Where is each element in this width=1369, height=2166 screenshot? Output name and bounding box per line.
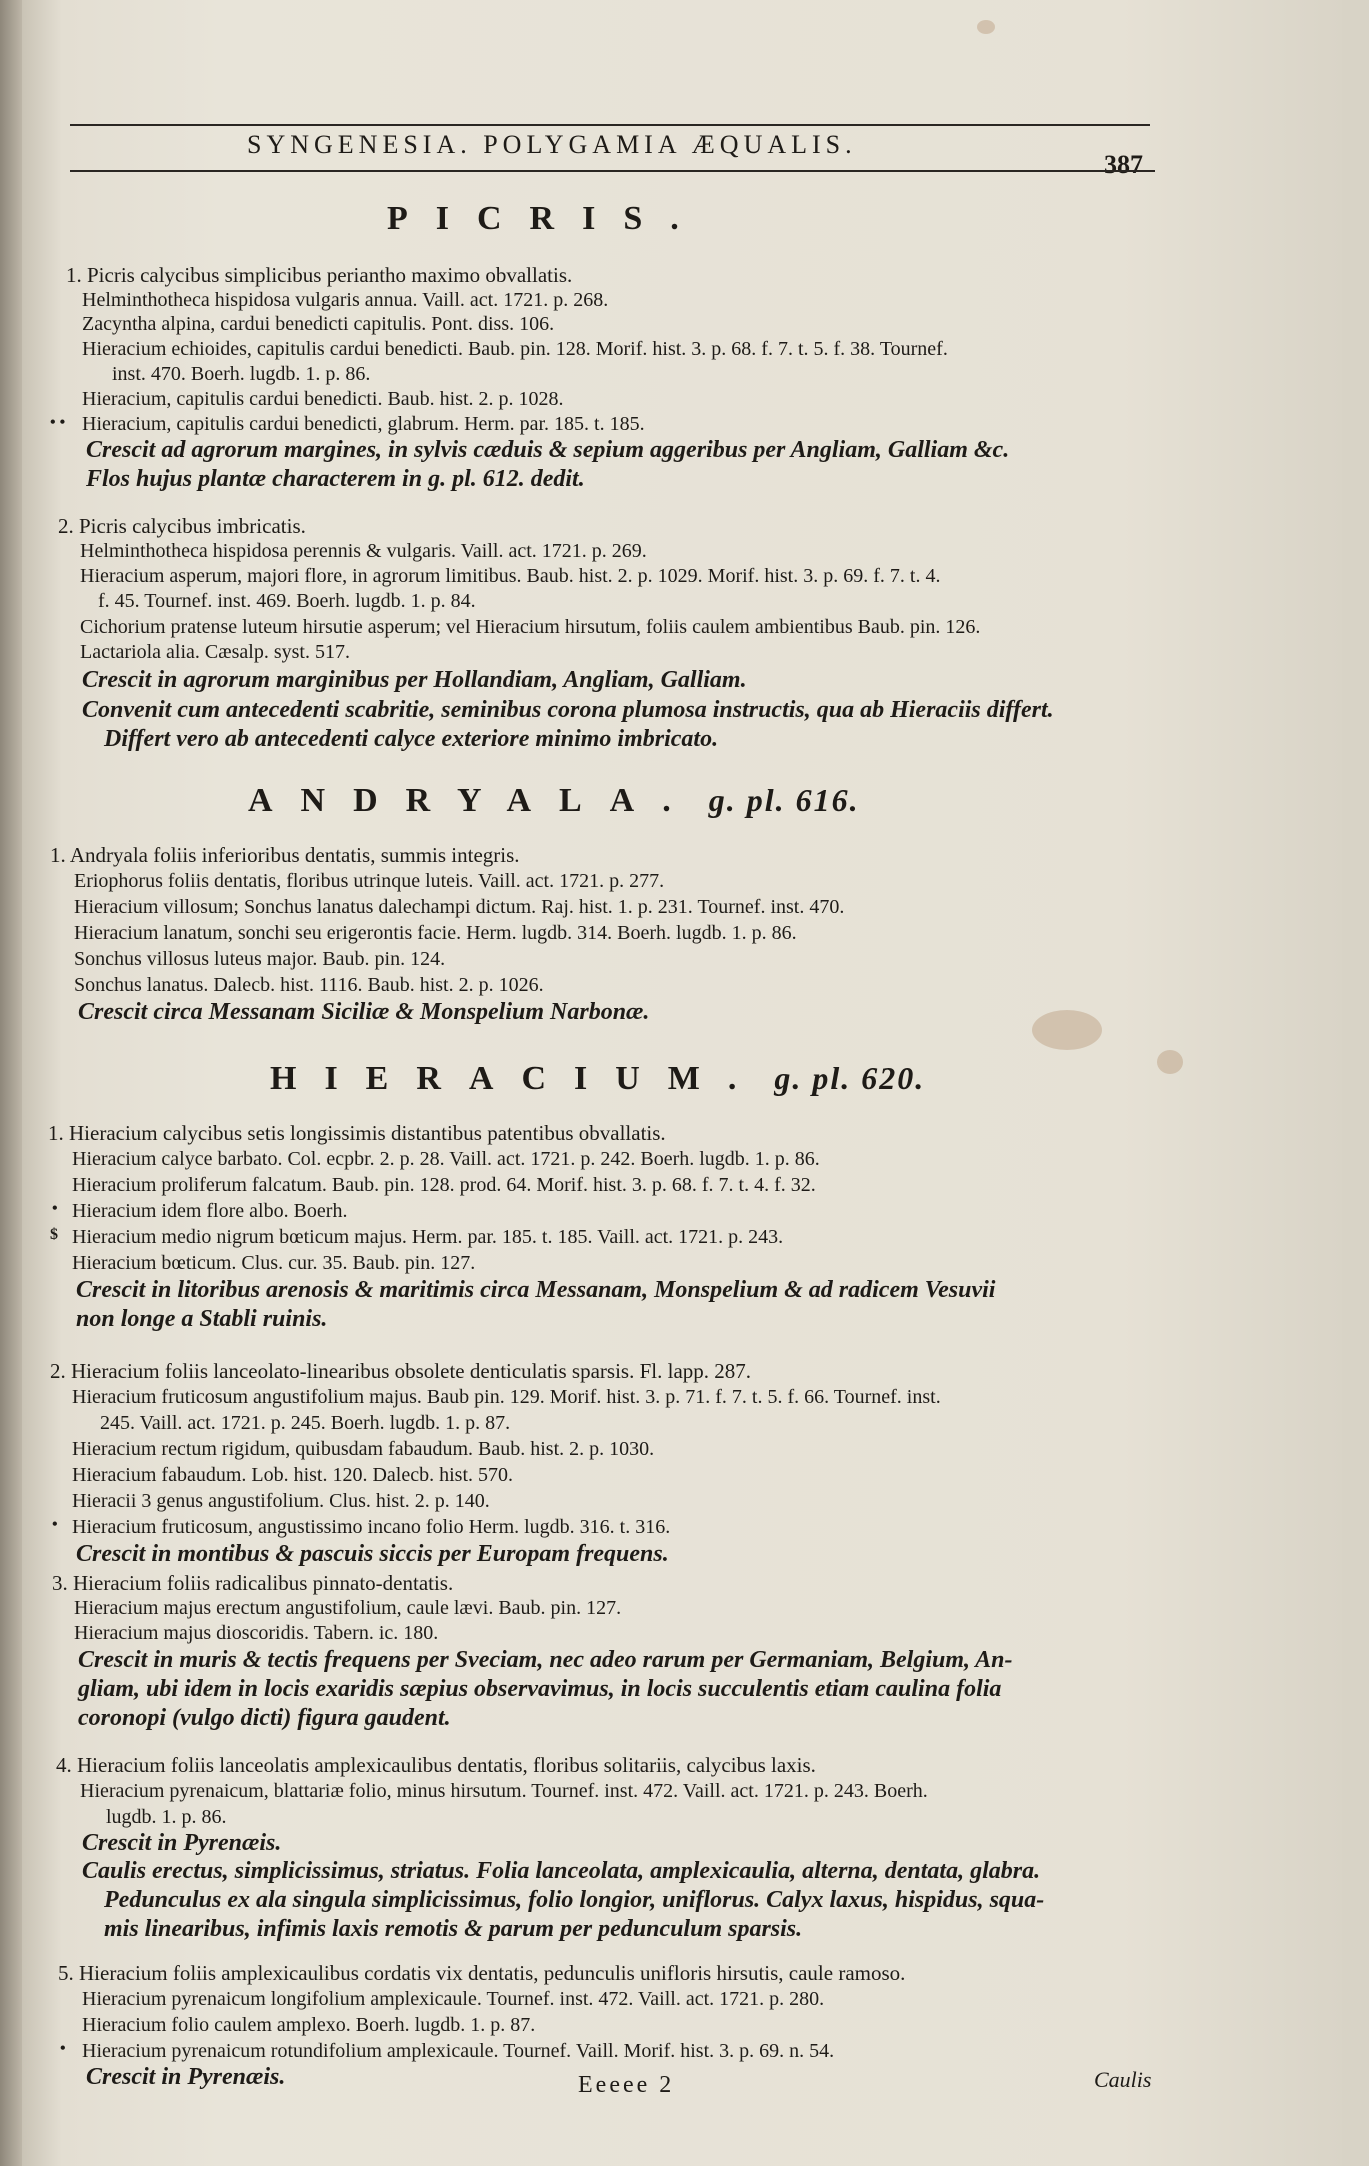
synonym-line: Helminthotheca hispidosa perennis & vulgaris. Vaill. act. 1721. p. 269.: [80, 540, 647, 562]
habitat-note: non longe a Stabli ruinis.: [76, 1306, 328, 1332]
synonym-line: Hieracium fabaudum. Lob. hist. 120. Dalecb. hist. 570.: [72, 1464, 514, 1486]
genus-name: ANDRYALA.: [248, 782, 699, 819]
description-note: Pedunculus ex ala singula simplicissimus, folio longior, uniflorus. Calyx laxus, hispidus, squa-: [104, 1887, 1045, 1913]
genus-heading-picris: [387, 200, 717, 238]
synonym-line: f. 45. Tournef. inst. 469. Boerh. lugdb. 1. p. 84.: [98, 590, 476, 612]
synonym-line: Hieracium, capitulis cardui benedicti, glabrum. Herm. par. 185. t. 185.: [82, 413, 645, 435]
marginal-mark: •: [60, 2040, 66, 2057]
habitat-note: Crescit in Pyrenæis.: [82, 1830, 282, 1856]
synonym-line: Helminthotheca hispidosa vulgaris annua. Vaill. act. 1721. p. 268.: [82, 289, 609, 311]
synonym-line: Hieracium calyce barbato. Col. ecpbr. 2. p. 28. Vaill. act. 1721. p. 242. Boerh. lugdb. 1. p. 86.: [72, 1148, 820, 1170]
synonym-line: Hieracium majus erectum angustifolium, caule lævi. Baub. pin. 127.: [74, 1597, 622, 1619]
synonym-line: Hieracium villosum; Sonchus lanatus dalechampi dictum. Raj. hist. 1. p. 231. Tournef. inst. 470.: [74, 896, 845, 918]
synonym-line: Hieracium, capitulis cardui benedicti. Baub. hist. 2. p. 1028.: [82, 388, 564, 410]
book-page: [22, 0, 1342, 2166]
habitat-note: Crescit in litoribus arenosis & maritimis circa Messanam, Monspelium & ad radicem Vesuvii: [76, 1277, 996, 1303]
description-note: mis linearibus, infimis laxis remotis & parum per pedunculum sparsis.: [104, 1916, 803, 1942]
synonym-line: Hieracii 3 genus angustifolium. Clus. hist. 2. p. 140.: [72, 1490, 490, 1512]
remark-note: Differt vero ab antecedenti calyce exteriore minimo imbricato.: [104, 726, 719, 752]
synonym-line: Hieracium echioides, capitulis cardui benedicti. Baub. pin. 128. Morif. hist. 3. p. 68. f. 7. t. 5. f. 38. Tournef.: [82, 338, 948, 360]
foxing-spot: [1032, 1010, 1102, 1050]
marginal-mark: • •: [50, 414, 66, 431]
synonym-line: Hieracium medio nigrum bœticum majus. Herm. par. 185. t. 185. Vaill. act. 1721. p. 243.: [72, 1226, 784, 1248]
synonym-line: Hieracium asperum, majori flore, in agrorum limitibus. Baub. hist. 2. p. 1029. Morif. hist. 3. p. 69. f. 7. t. 4.: [80, 565, 941, 587]
species-diagnosis: 2. Picris calycibus imbricatis.: [58, 514, 306, 538]
habitat-note: Crescit in muris & tectis frequens per Sveciam, nec adeo rarum per Germaniam, Belgium, An-: [78, 1647, 1013, 1673]
genus-name: HIERACIUM.: [270, 1060, 765, 1097]
species-diagnosis: 1. Picris calycibus simplicibus periantho maximo obvallatis.: [66, 263, 573, 287]
book-spine-shadow: [0, 0, 22, 2166]
page-number: 387: [1104, 150, 1143, 179]
synonym-line: Lactariola alia. Cæsalp. syst. 517.: [80, 641, 350, 663]
species-diagnosis: 1. Hieracium calycibus setis longissimis distantibus patentibus obvallatis.: [48, 1121, 666, 1145]
synonym-line: Hieracium folio caulem amplexo. Boerh. lugdb. 1. p. 87.: [82, 2014, 536, 2036]
synonym-line: lugdb. 1. p. 86.: [106, 1806, 227, 1828]
synonym-line: Cichorium pratense luteum hirsutie asperum; vel Hieracium hirsutum, foliis caulem ambientibus Baub. pin. 126.: [80, 616, 981, 638]
marginal-mark: •: [52, 1516, 58, 1533]
species-diagnosis: 1. Andryala foliis inferioribus dentatis, summis integris.: [50, 843, 520, 867]
synonym-line: Hieracium pyrenaicum longifolium amplexicaule. Tournef. inst. 472. Vaill. act. 1721. p. 280.: [82, 1988, 825, 2010]
header-rule-bottom: [70, 170, 1155, 172]
description-note: Caulis erectus, simplicissimus, striatus. Folia lanceolata, amplexicaulia, alterna, dentata, glabra.: [82, 1858, 1041, 1884]
species-diagnosis: 5. Hieracium foliis amplexicaulibus cordatis vix dentatis, pedunculis unifloris hirsutis, caule ramoso.: [58, 1961, 906, 1985]
synonym-line: Hieracium rectum rigidum, quibusdam fabaudum. Baub. hist. 2. p. 1030.: [72, 1438, 655, 1460]
habitat-note: Crescit in agrorum marginibus per Hollandiam, Angliam, Galliam.: [82, 667, 747, 693]
foxing-spot: [1157, 1050, 1183, 1074]
synonym-line: inst. 470. Boerh. lugdb. 1. p. 86.: [112, 363, 371, 385]
habitat-note: Crescit in montibus & pascuis siccis per Europam frequens.: [76, 1541, 669, 1567]
species-diagnosis: 2. Hieracium foliis lanceolato-linearibus obsolete denticulatis sparsis. Fl. lapp. 287.: [50, 1359, 752, 1383]
synonym-line: Zacyntha alpina, cardui benedicti capitulis. Pont. diss. 106.: [82, 313, 555, 335]
habitat-note: coronopi (vulgo dicti) figura gaudent.: [78, 1705, 451, 1731]
synonym-line: Sonchus villosus luteus major. Baub. pin. 124.: [74, 948, 446, 970]
species-diagnosis: 3. Hieracium foliis radicalibus pinnato-dentatis.: [52, 1571, 454, 1595]
synonym-line: Hieracium fruticosum angustifolium majus. Baub pin. 129. Morif. hist. 3. p. 71. f. 7. t. 5. f. 66. Tournef. inst.: [72, 1386, 941, 1408]
synonym-line: Hieracium proliferum falcatum. Baub. pin. 128. prod. 64. Morif. hist. 3. p. 68. f. 7. t. 4. f. 32.: [72, 1174, 816, 1196]
genus-name: PICRIS.: [387, 200, 707, 237]
synonym-line: Eriophorus foliis dentatis, floribus utrinque luteis. Vaill. act. 1721. p. 277.: [74, 870, 665, 892]
synonym-line: Hieracium bœticum. Clus. cur. 35. Baub. pin. 127.: [72, 1252, 476, 1274]
synonym-line: Hieracium lanatum, sonchi seu erigerontis facie. Herm. lugdb. 314. Boerh. lugdb. 1. p. 86.: [74, 922, 797, 944]
genus-heading-andryala: [248, 782, 860, 820]
marginal-mark: $: [50, 1226, 58, 1243]
printer-signature: Eeeee 2: [578, 2072, 675, 2098]
marginal-mark: •: [52, 1200, 58, 1217]
habitat-note: Crescit circa Messanam Siciliæ & Monspelium Narbonæ.: [78, 999, 650, 1025]
genus-heading-hieracium: [270, 1060, 925, 1098]
header-rule-top: [70, 124, 1150, 126]
synonym-line: Hieracium pyrenaicum, blattariæ folio, minus hirsutum. Tournef. inst. 472. Vaill. act. 1721. p. 243. Boerh.: [80, 1780, 928, 1802]
habitat-note: Crescit in Pyrenæis.: [86, 2064, 286, 2090]
synonym-line: Hieracium idem flore albo. Boerh.: [72, 1200, 348, 1222]
synonym-line: Sonchus lanatus. Dalecb. hist. 1116. Baub. hist. 2. p. 1026.: [74, 974, 544, 996]
synonym-line: Hieracium fruticosum, angustissimo incano folio Herm. lugdb. 316. t. 316.: [72, 1516, 671, 1538]
synonym-line: 245. Vaill. act. 1721. p. 245. Boerh. lugdb. 1. p. 87.: [100, 1412, 511, 1434]
synonym-line: Hieracium majus dioscoridis. Tabern. ic. 180.: [74, 1622, 439, 1644]
genus-reference: g. pl. 616.: [708, 782, 860, 818]
synonym-line: Hieracium pyrenaicum rotundifolium amplexicaule. Tournef. Vaill. Morif. hist. 3. p. 69. n. 54.: [82, 2040, 835, 2062]
genus-reference: g. pl. 620.: [774, 1060, 926, 1096]
running-head: SYNGENESIA. POLYGAMIA ÆQUALIS.: [247, 130, 857, 159]
remark-note: Convenit cum antecedenti scabritie, seminibus corona plumosa instructis, qua ab Hieraciis differt.: [82, 697, 1054, 723]
catchword: Caulis: [1094, 2067, 1152, 2092]
habitat-note: Crescit ad agrorum margines, in sylvis cæduis & sepium aggeribus per Angliam, Galliam &c.: [86, 437, 1010, 463]
habitat-note: gliam, ubi idem in locis exaridis sæpius observavimus, in locis succulentis etiam caulina folia: [78, 1676, 1002, 1702]
foxing-spot: [977, 20, 995, 34]
species-diagnosis: 4. Hieracium foliis lanceolatis amplexicaulibus dentatis, floribus solitariis, calycibus laxis.: [56, 1753, 816, 1777]
remark-note: Flos hujus plantæ characterem in g. pl. 612. dedit.: [86, 466, 585, 492]
